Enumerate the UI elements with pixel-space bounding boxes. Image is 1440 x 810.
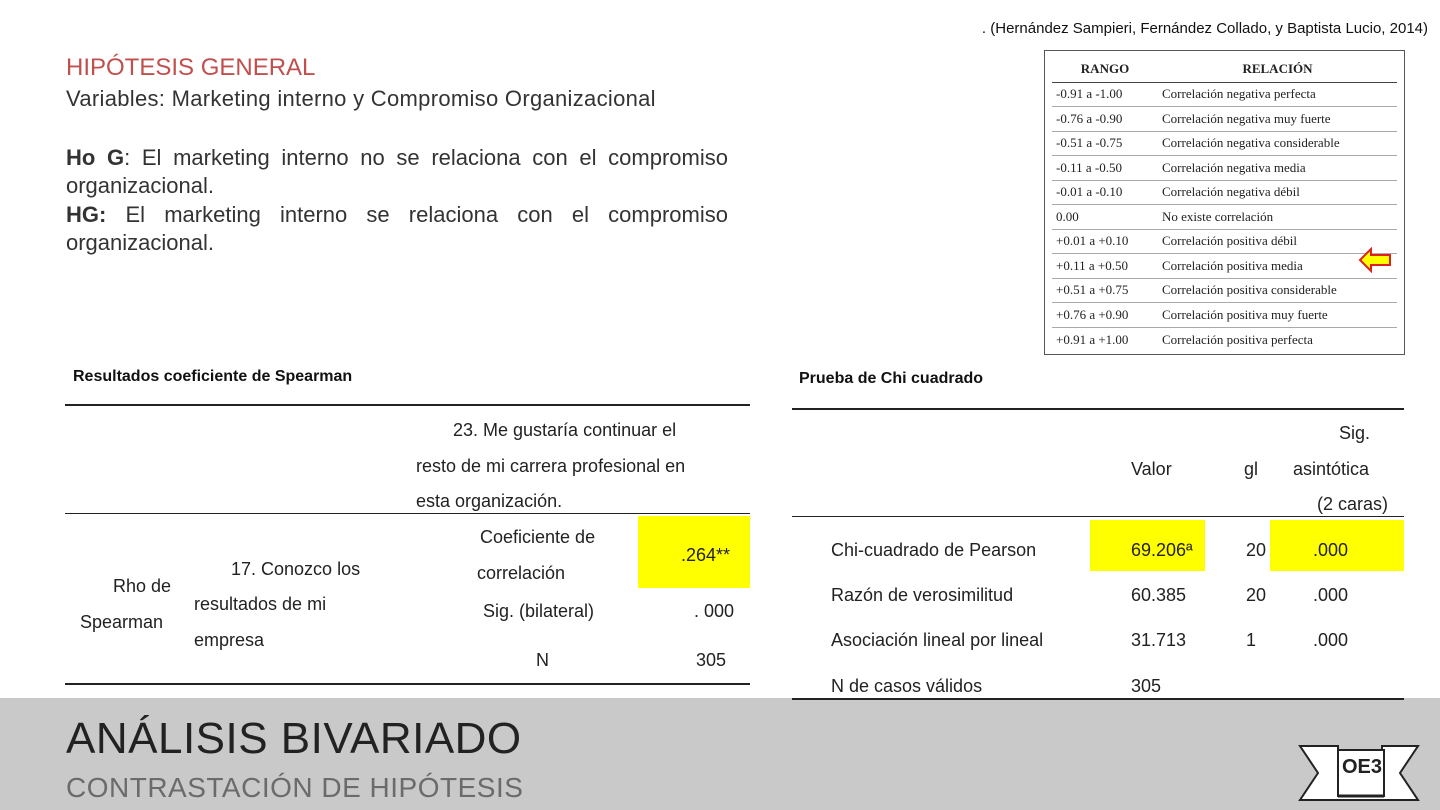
spearman-top-rule xyxy=(65,404,750,406)
spearman-col-header-1: 23. Me gustaría continuar el xyxy=(453,420,677,440)
spearman-bottom-rule xyxy=(65,683,750,685)
chi-row-3-gl: 1 xyxy=(1246,630,1257,650)
spearman-col-header-3: esta organización. xyxy=(416,491,563,511)
range-row xyxy=(1052,254,1397,279)
chi-row-2-gl: 20 xyxy=(1246,585,1267,605)
item-label-3: empresa xyxy=(194,630,265,650)
chi-col-sig-2: asintótica xyxy=(1293,459,1370,479)
coef-value: .264** xyxy=(681,545,731,565)
range-row xyxy=(1052,82,1397,107)
range-row xyxy=(1052,180,1397,205)
coef-label-1: Coeficiente de xyxy=(480,527,596,547)
left-arrow-icon xyxy=(1358,247,1392,273)
hypothesis-title: HIPÓTESIS GENERAL xyxy=(66,54,316,81)
range-value: 0.00 xyxy=(1052,205,1158,230)
section-subtitle: CONTRASTACIÓN DE HIPÓTESIS xyxy=(66,772,524,803)
spearman-header-rule xyxy=(65,513,750,514)
range-value: +0.76 a +0.90 xyxy=(1052,303,1158,328)
range-row xyxy=(1052,229,1397,254)
chi-top-rule xyxy=(792,408,1404,410)
relation-value: Correlación negativa media xyxy=(1158,156,1397,181)
n-label: N xyxy=(536,650,549,670)
range-value: -0.01 a -0.10 xyxy=(1052,180,1158,205)
sig-value: . 000 xyxy=(694,601,735,621)
relation-value: Correlación negativa muy fuerte xyxy=(1158,107,1397,132)
chi-row-1-valor: 69.206ª xyxy=(1131,540,1193,560)
range-value: +0.91 a +1.00 xyxy=(1056,331,1129,347)
oe3-badge-label: OE3 xyxy=(1341,756,1383,778)
range-value: -0.76 a -0.90 xyxy=(1052,107,1158,132)
chi-col-valor: Valor xyxy=(1131,459,1172,479)
relation-value: Correlación positiva perfecta xyxy=(1162,331,1313,347)
item-label-1: 17. Conozco los xyxy=(231,559,361,579)
range-row xyxy=(1052,156,1397,181)
range-row xyxy=(1052,278,1397,303)
chi-row-2-valor: 60.385 xyxy=(1131,585,1187,605)
relation-value: Correlación positiva considerable xyxy=(1158,278,1397,303)
chi-bottom-rule xyxy=(792,698,1404,700)
range-table xyxy=(1052,56,1397,352)
range-row xyxy=(1052,131,1397,156)
general-hypothesis-text: El marketing interno se relaciona con el compromiso organizacional. xyxy=(66,202,728,255)
range-row xyxy=(1052,303,1397,328)
relation-value: Correlación positiva muy fuerte xyxy=(1158,303,1397,328)
relation-value: No existe correlación xyxy=(1158,205,1397,230)
chi-row-3-valor: 31.713 xyxy=(1131,630,1187,650)
range-value: -0.11 a -0.50 xyxy=(1052,156,1158,181)
chi-row-2-sig: .000 xyxy=(1313,585,1349,605)
null-hypothesis-label: Ho G xyxy=(66,145,125,170)
chi-col-sig-1: Sig. xyxy=(1339,423,1371,443)
relation-value: Correlación negativa perfecta xyxy=(1158,82,1397,107)
range-value: -0.91 a -1.00 xyxy=(1052,82,1158,107)
relation-value: Correlación positiva débil xyxy=(1158,229,1397,254)
coef-label-2: correlación xyxy=(477,563,566,583)
n-value: 305 xyxy=(696,650,727,670)
general-hypothesis-label: HG: xyxy=(66,202,107,227)
range-header: RANGO xyxy=(1052,56,1158,82)
range-row xyxy=(1052,327,1397,352)
citation: . (Hernández Sampieri, Fernández Collado, y Baptista Lucio, 2014) xyxy=(981,20,1428,37)
null-hypothesis-text: : El marketing interno no se relaciona con el compromiso organizacional. xyxy=(66,145,728,198)
range-value: +0.01 a +0.10 xyxy=(1052,229,1158,254)
range-value: +0.51 a +0.75 xyxy=(1052,278,1158,303)
rho-label-2: Spearman xyxy=(80,612,164,632)
range-value: +0.11 a +0.50 xyxy=(1052,254,1158,279)
chi-row-3-label: Asociación lineal por lineal xyxy=(831,630,1044,650)
sig-label: Sig. (bilateral) xyxy=(483,601,595,621)
section-title: ANÁLISIS BIVARIADO xyxy=(66,714,522,763)
relation-value: Correlación positiva media xyxy=(1158,254,1397,279)
correlation-range-table xyxy=(1044,50,1405,355)
spearman-title: Resultados coeficiente de Spearman xyxy=(73,368,353,385)
range-row xyxy=(1052,107,1397,132)
relation-value: Correlación negativa débil xyxy=(1158,180,1397,205)
chi-row-1-sig: .000 xyxy=(1313,540,1349,560)
chi-row-4-valor: 305 xyxy=(1131,676,1162,696)
rho-label-1: Rho de xyxy=(113,576,172,596)
range-row xyxy=(1052,205,1397,230)
relation-header: RELACIÓN xyxy=(1158,56,1397,82)
chi-row-1-gl: 20 xyxy=(1246,540,1267,560)
chi-col-sig-3: (2 caras) xyxy=(1317,494,1389,514)
general-hypothesis xyxy=(66,201,728,257)
relation-value: Correlación negativa considerable xyxy=(1158,131,1397,156)
chi-header-rule xyxy=(792,516,1404,517)
null-hypothesis xyxy=(66,144,728,200)
chi-row-1-label: Chi-cuadrado de Pearson xyxy=(831,540,1037,560)
hypothesis-variables: Variables: Marketing interno y Compromiso Organizacional xyxy=(66,86,656,111)
chi-row-3-sig: .000 xyxy=(1313,630,1349,650)
chi-row-2-label: Razón de verosimilitud xyxy=(831,585,1014,605)
spearman-col-header-2: resto de mi carrera profesional en xyxy=(416,456,686,476)
chi-row-4-label: N de casos válidos xyxy=(831,676,983,696)
chi-title: Prueba de Chi cuadrado xyxy=(799,370,984,387)
chi-col-gl: gl xyxy=(1244,459,1259,479)
item-label-2: resultados de mi xyxy=(194,594,327,614)
range-value: -0.51 a -0.75 xyxy=(1052,131,1158,156)
